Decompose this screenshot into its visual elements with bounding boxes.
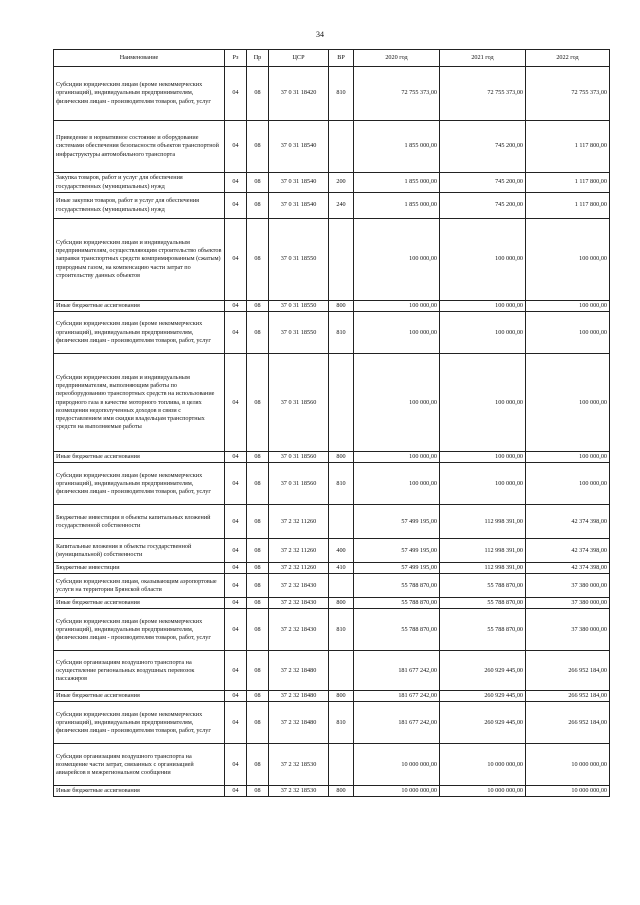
cell-rz: 04 (225, 598, 247, 609)
table-row (54, 219, 610, 301)
cell-vr: 400 (329, 539, 354, 563)
cell-y2022: 100 000,00 (526, 301, 610, 312)
cell-vr (329, 121, 354, 173)
table-row (54, 574, 610, 598)
cell-rz: 04 (225, 193, 247, 219)
cell-y2021: 745 200,00 (440, 173, 526, 193)
table-row (54, 505, 610, 539)
cell-rz: 04 (225, 312, 247, 354)
cell-pr: 08 (247, 121, 269, 173)
cell-y2022: 266 952 184,00 (526, 651, 610, 691)
table-row (54, 563, 610, 574)
cell-pr: 08 (247, 651, 269, 691)
cell-y2021: 260 929 445,00 (440, 702, 526, 744)
cell-name: Капитальные вложения в объекты государственной (муниципальной) собственности (54, 539, 225, 563)
cell-vr (329, 505, 354, 539)
cell-y2020: 100 000,00 (354, 301, 440, 312)
cell-y2022: 42 374 398,00 (526, 539, 610, 563)
cell-rz: 04 (225, 539, 247, 563)
cell-csr: 37 0 31 18540 (269, 193, 329, 219)
cell-y2021: 55 788 870,00 (440, 598, 526, 609)
col-header-csr: ЦСР (269, 50, 329, 67)
cell-csr: 37 0 31 18540 (269, 173, 329, 193)
page-number: 34 (316, 30, 324, 39)
cell-name: Субсидии юридическим лицам (кроме некоммерческих организаций), индивидуальным предпринимателям, физическим лицам - производителям товаров, работ, услуг (54, 702, 225, 744)
cell-vr: 810 (329, 463, 354, 505)
cell-name: Субсидии юридическим лицам и индивидуальным предпринимателям, выполняющим работы по переоборудованию транспортных средств на использование природного газа в качестве моторного топлива, в целях возмещения недополученных доходов в связи с предоставлением ими скидки владельцам транспортных средств на выполняемые работы (54, 354, 225, 452)
cell-y2022: 42 374 398,00 (526, 505, 610, 539)
cell-y2020: 1 855 000,00 (354, 173, 440, 193)
cell-y2021: 100 000,00 (440, 219, 526, 301)
cell-vr: 800 (329, 301, 354, 312)
cell-vr: 800 (329, 452, 354, 463)
cell-pr: 08 (247, 598, 269, 609)
table-header-row (54, 50, 610, 67)
cell-vr (329, 651, 354, 691)
table-row (54, 702, 610, 744)
cell-name: Закупка товаров, работ и услуг для обеспечения государственных (муниципальных) нужд (54, 173, 225, 193)
cell-rz: 04 (225, 744, 247, 786)
cell-pr: 08 (247, 563, 269, 574)
cell-y2021: 100 000,00 (440, 452, 526, 463)
cell-rz: 04 (225, 702, 247, 744)
cell-y2022: 266 952 184,00 (526, 702, 610, 744)
cell-y2020: 10 000 000,00 (354, 744, 440, 786)
cell-y2022: 1 117 800,00 (526, 173, 610, 193)
cell-name: Субсидии юридическим лицам (кроме некоммерческих организаций), индивидуальным предпринимателям, физическим лицам - производителям товаров, работ, услуг (54, 609, 225, 651)
cell-rz: 04 (225, 67, 247, 121)
cell-rz: 04 (225, 574, 247, 598)
cell-pr: 08 (247, 219, 269, 301)
cell-y2021: 745 200,00 (440, 121, 526, 173)
cell-y2021: 112 998 391,00 (440, 539, 526, 563)
cell-pr: 08 (247, 574, 269, 598)
cell-y2020: 57 499 195,00 (354, 505, 440, 539)
cell-y2022: 37 380 000,00 (526, 598, 610, 609)
table-row (54, 744, 610, 786)
cell-csr: 37 2 32 11260 (269, 563, 329, 574)
cell-csr: 37 0 31 18560 (269, 463, 329, 505)
cell-y2020: 181 677 242,00 (354, 702, 440, 744)
cell-y2020: 55 788 870,00 (354, 598, 440, 609)
cell-rz: 04 (225, 219, 247, 301)
cell-y2021: 100 000,00 (440, 301, 526, 312)
table-row (54, 539, 610, 563)
cell-vr (329, 744, 354, 786)
cell-vr: 810 (329, 67, 354, 121)
cell-y2022: 1 117 800,00 (526, 193, 610, 219)
cell-pr: 08 (247, 786, 269, 797)
cell-y2020: 181 677 242,00 (354, 651, 440, 691)
cell-name: Иные бюджетные ассигнования (54, 452, 225, 463)
cell-name: Иные бюджетные ассигнования (54, 598, 225, 609)
cell-pr: 08 (247, 452, 269, 463)
cell-pr: 08 (247, 609, 269, 651)
cell-vr: 800 (329, 691, 354, 702)
table-row (54, 609, 610, 651)
cell-csr: 37 0 31 18540 (269, 121, 329, 173)
cell-vr (329, 219, 354, 301)
cell-csr: 37 0 31 18560 (269, 452, 329, 463)
cell-csr: 37 2 32 18480 (269, 651, 329, 691)
table-row (54, 173, 610, 193)
cell-csr: 37 0 31 18550 (269, 219, 329, 301)
cell-pr: 08 (247, 354, 269, 452)
cell-pr: 08 (247, 173, 269, 193)
cell-y2020: 100 000,00 (354, 219, 440, 301)
cell-pr: 08 (247, 691, 269, 702)
table-body (54, 67, 610, 797)
cell-y2022: 266 952 184,00 (526, 691, 610, 702)
cell-y2022: 100 000,00 (526, 452, 610, 463)
cell-pr: 08 (247, 193, 269, 219)
cell-vr: 810 (329, 609, 354, 651)
cell-name: Субсидии юридическим лицам (кроме некоммерческих организаций), индивидуальным предпринимателям, физическим лицам - производителям товаров, работ, услуг (54, 312, 225, 354)
cell-y2021: 55 788 870,00 (440, 574, 526, 598)
cell-rz: 04 (225, 121, 247, 173)
cell-rz: 04 (225, 354, 247, 452)
cell-csr: 37 0 31 18420 (269, 67, 329, 121)
cell-pr: 08 (247, 539, 269, 563)
cell-csr: 37 2 32 18480 (269, 691, 329, 702)
cell-y2021: 100 000,00 (440, 354, 526, 452)
cell-y2020: 72 755 373,00 (354, 67, 440, 121)
cell-y2022: 37 380 000,00 (526, 609, 610, 651)
cell-y2021: 100 000,00 (440, 312, 526, 354)
table-row (54, 463, 610, 505)
table-row (54, 121, 610, 173)
cell-name: Субсидии юридическим лицам (кроме некоммерческих организаций), индивидуальным предпринимателям, физическим лицам - производителям товаров, работ, услуг (54, 67, 225, 121)
cell-pr: 08 (247, 301, 269, 312)
cell-y2021: 112 998 391,00 (440, 563, 526, 574)
cell-y2022: 10 000 000,00 (526, 786, 610, 797)
cell-rz: 04 (225, 173, 247, 193)
cell-y2022: 100 000,00 (526, 312, 610, 354)
cell-y2022: 100 000,00 (526, 219, 610, 301)
cell-y2021: 745 200,00 (440, 193, 526, 219)
table-row (54, 193, 610, 219)
table-row (54, 691, 610, 702)
cell-vr (329, 354, 354, 452)
cell-csr: 37 0 31 18560 (269, 354, 329, 452)
table-row (54, 651, 610, 691)
cell-y2022: 72 755 373,00 (526, 67, 610, 121)
cell-rz: 04 (225, 651, 247, 691)
cell-y2021: 72 755 373,00 (440, 67, 526, 121)
cell-vr: 410 (329, 563, 354, 574)
cell-y2020: 100 000,00 (354, 452, 440, 463)
cell-csr: 37 0 31 18550 (269, 312, 329, 354)
cell-name: Иные бюджетные ассигнования (54, 691, 225, 702)
cell-y2020: 181 677 242,00 (354, 691, 440, 702)
cell-csr: 37 2 32 18430 (269, 574, 329, 598)
cell-y2022: 1 117 800,00 (526, 121, 610, 173)
cell-y2022: 100 000,00 (526, 463, 610, 505)
cell-vr: 810 (329, 312, 354, 354)
cell-name: Субсидии юридическим лицам (кроме некоммерческих организаций), индивидуальным предпринимателям, физическим лицам - производителям товаров, работ, услуг (54, 463, 225, 505)
cell-csr: 37 2 32 18530 (269, 744, 329, 786)
cell-y2020: 1 855 000,00 (354, 193, 440, 219)
cell-y2022: 42 374 398,00 (526, 563, 610, 574)
cell-pr: 08 (247, 702, 269, 744)
budget-table (53, 49, 610, 797)
table-row (54, 301, 610, 312)
cell-y2020: 55 788 870,00 (354, 609, 440, 651)
cell-y2021: 55 788 870,00 (440, 609, 526, 651)
cell-y2022: 100 000,00 (526, 354, 610, 452)
cell-y2022: 37 380 000,00 (526, 574, 610, 598)
cell-name: Бюджетные инвестиции (54, 563, 225, 574)
cell-csr: 37 2 32 11260 (269, 505, 329, 539)
col-header-vr: ВР (329, 50, 354, 67)
col-header-name: Наименование (54, 50, 225, 67)
cell-rz: 04 (225, 563, 247, 574)
table-row (54, 67, 610, 121)
cell-name: Бюджетные инвестиции в объекты капитальных вложений государственной собственности (54, 505, 225, 539)
cell-vr: 240 (329, 193, 354, 219)
cell-rz: 04 (225, 786, 247, 797)
col-header-2022: 2022 год (526, 50, 610, 67)
table-row (54, 452, 610, 463)
cell-pr: 08 (247, 505, 269, 539)
cell-rz: 04 (225, 463, 247, 505)
cell-y2020: 100 000,00 (354, 354, 440, 452)
cell-vr: 800 (329, 786, 354, 797)
cell-name: Субсидии юридическим лицам и индивидуальным предпринимателям, осуществляющим строительство объектов заправки транспортных средств компримированным (сжатым) природным газом, на компенсацию части затрат по строительству данных объектов (54, 219, 225, 301)
cell-rz: 04 (225, 301, 247, 312)
cell-y2021: 260 929 445,00 (440, 691, 526, 702)
cell-y2022: 10 000 000,00 (526, 744, 610, 786)
cell-pr: 08 (247, 67, 269, 121)
cell-name: Субсидии организациям воздушного транспорта на осуществление региональных воздушных перевозок пассажиров (54, 651, 225, 691)
cell-y2020: 57 499 195,00 (354, 563, 440, 574)
cell-csr: 37 2 32 18530 (269, 786, 329, 797)
cell-y2021: 260 929 445,00 (440, 651, 526, 691)
cell-name: Иные закупки товаров, работ и услуг для обеспечения государственных (муниципальных) нужд (54, 193, 225, 219)
cell-y2021: 100 000,00 (440, 463, 526, 505)
cell-name: Иные бюджетные ассигнования (54, 786, 225, 797)
cell-rz: 04 (225, 505, 247, 539)
cell-name: Приведение в нормативное состояние и оборудование системами обеспечения безопасности объектов транспортной инфраструктуры автомобильного транспорта (54, 121, 225, 173)
cell-rz: 04 (225, 609, 247, 651)
table-row (54, 312, 610, 354)
cell-y2020: 100 000,00 (354, 463, 440, 505)
table-row (54, 786, 610, 797)
cell-csr: 37 2 32 11260 (269, 539, 329, 563)
cell-y2020: 10 000 000,00 (354, 786, 440, 797)
cell-pr: 08 (247, 312, 269, 354)
cell-vr: 800 (329, 598, 354, 609)
cell-pr: 08 (247, 744, 269, 786)
col-header-pr: Пр (247, 50, 269, 67)
col-header-2021: 2021 год (440, 50, 526, 67)
cell-pr: 08 (247, 463, 269, 505)
col-header-2020: 2020 год (354, 50, 440, 67)
cell-rz: 04 (225, 691, 247, 702)
cell-y2020: 55 788 870,00 (354, 574, 440, 598)
cell-name: Иные бюджетные ассигнования (54, 301, 225, 312)
table-row (54, 354, 610, 452)
table-row (54, 598, 610, 609)
cell-csr: 37 2 32 18430 (269, 609, 329, 651)
cell-y2020: 1 855 000,00 (354, 121, 440, 173)
cell-csr: 37 2 32 18480 (269, 702, 329, 744)
cell-vr: 200 (329, 173, 354, 193)
cell-y2020: 100 000,00 (354, 312, 440, 354)
cell-y2021: 112 998 391,00 (440, 505, 526, 539)
cell-y2021: 10 000 000,00 (440, 744, 526, 786)
cell-y2020: 57 499 195,00 (354, 539, 440, 563)
cell-name: Субсидии юридическим лицам, оказывающим аэропортовые услуги на территории Брянской области (54, 574, 225, 598)
cell-csr: 37 0 31 18550 (269, 301, 329, 312)
col-header-rz: Рз (225, 50, 247, 67)
cell-vr (329, 574, 354, 598)
cell-csr: 37 2 32 18430 (269, 598, 329, 609)
cell-y2021: 10 000 000,00 (440, 786, 526, 797)
cell-name: Субсидии организациям воздушного транспорта на возмещение части затрат, связанных с организацией авиарейсов в межрегиональном сообщении (54, 744, 225, 786)
cell-rz: 04 (225, 452, 247, 463)
cell-vr: 810 (329, 702, 354, 744)
